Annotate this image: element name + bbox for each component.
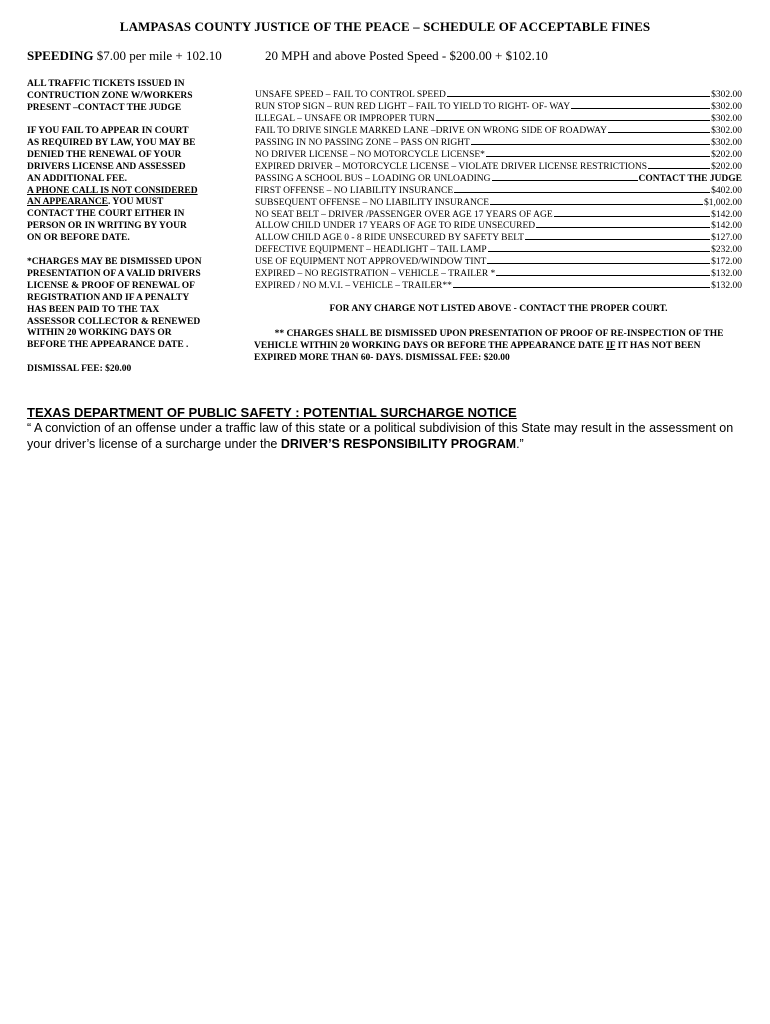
note-line: ** CHARGES SHALL BE DISMISSED UPON PRESENTATION OF PROOF OF RE-INSPECTION OF THE (274, 329, 724, 339)
dps-line (27, 437, 747, 453)
fine-amount: $402.00 (711, 185, 742, 196)
fine-row (255, 198, 742, 210)
fine-row (255, 150, 742, 162)
notice-line: CONTRUCTION ZONE W/WORKERS (27, 90, 193, 101)
notice-line: *CHARGES MAY BE DISMISSED UPON (27, 257, 202, 267)
fine-description: NO SEAT BELT – DRIVER /PASSENGER OVER AGE 17 YEARS OF AGE (255, 209, 553, 220)
notice-line: PERSON OR IN WRITING BY YOUR (27, 221, 187, 232)
fine-row (255, 221, 742, 233)
fine-row (255, 281, 742, 293)
fine-leader-line (492, 180, 638, 181)
notice-line: HAS BEEN PAID TO THE TAX (27, 304, 160, 315)
notice-line: PRESENT –CONTACT THE JUDGE (27, 102, 182, 113)
fine-amount: $302.00 (711, 113, 742, 124)
fine-leader-line (490, 204, 703, 205)
fine-row (255, 126, 742, 138)
dps-notice-body (27, 421, 747, 452)
dps-text: your driver’s license of a surcharge under the (27, 436, 281, 451)
fine-leader-line (536, 227, 710, 228)
fine-leader-line (554, 216, 711, 217)
fine-amount: $142.00 (711, 209, 742, 220)
reinspection-dismissal-note (254, 328, 744, 364)
notice-line: CONTACT THE COURT EITHER IN (27, 209, 185, 220)
fine-description: PASSING A SCHOOL BUS – LOADING OR UNLOADING (255, 173, 491, 184)
notice-line: LICENSE & PROOF OF RENEWAL OF (27, 280, 195, 291)
dps-notice-title: TEXAS DEPARTMENT OF PUBLIC SAFETY : POTENTIAL SURCHARGE NOTICE (27, 405, 517, 420)
fine-description: EXPIRED / NO M.V.I. – VEHICLE – TRAILER** (255, 281, 452, 292)
fine-row (255, 102, 742, 114)
fine-row (255, 90, 742, 102)
fine-leader-line (525, 239, 710, 240)
fine-amount: $127.00 (711, 233, 742, 244)
notice-line: AN ADDITIONAL FEE. (27, 173, 128, 184)
dismissal-conditions-notice (27, 257, 227, 352)
note-underlined-if: IF (606, 341, 616, 351)
fine-amount: $202.00 (711, 149, 742, 160)
notice-underlined-text: AN APPEARANCE (27, 197, 109, 208)
notice-line: ALL TRAFFIC TICKETS ISSUED IN (27, 79, 185, 89)
fine-leader-line (454, 192, 710, 193)
dps-text: .” (516, 436, 524, 451)
fine-amount: CONTACT THE JUDGE (638, 173, 742, 184)
fine-amount: $302.00 (711, 101, 742, 112)
fine-amount: $1,002.00 (704, 197, 742, 208)
speeding-rate (27, 48, 222, 64)
fine-amount: $302.00 (711, 90, 742, 100)
fine-description: UNSAFE SPEED – FAIL TO CONTROL SPEED (255, 90, 446, 100)
speeding-label: SPEEDING (27, 48, 94, 63)
fine-amount: $202.00 (711, 161, 742, 172)
fine-amount: $302.00 (711, 137, 742, 148)
notice-line-underlined: A PHONE CALL IS NOT CONSIDERED (27, 185, 198, 196)
notice-line: DRIVERS LICENSE AND ASSESSED (27, 161, 186, 172)
speeding-high-rate: 20 MPH and above Posted Speed - $200.00 + $102.10 (265, 48, 548, 63)
notice-line: ASSESSOR COLLECTOR & RENEWED (27, 316, 201, 327)
fine-description: EXPIRED – NO REGISTRATION – VEHICLE – TRAILER * (255, 269, 496, 280)
fine-leader-line (471, 144, 710, 145)
fine-row (255, 245, 742, 257)
fine-amount: $132.00 (711, 281, 742, 292)
fine-row (255, 233, 742, 245)
notice-line: PRESENTATION OF A VALID DRIVERS (27, 268, 201, 279)
speeding-rate-text: $7.00 per mile + 102.10 (96, 48, 222, 63)
fine-amount: $302.00 (711, 125, 742, 136)
fine-leader-line (487, 263, 710, 264)
notice-line: DENIED THE RENEWAL OF YOUR (27, 149, 182, 160)
fine-leader-line (486, 156, 710, 157)
fine-row (255, 162, 742, 174)
fine-description: PASSING IN NO PASSING ZONE – PASS ON RIGHT (255, 137, 470, 148)
failure-to-appear-notice (27, 126, 227, 245)
note-text: VEHICLE WITHIN 20 WORKING DAYS OR BEFORE THE APPEARANCE DATE (254, 341, 607, 351)
notice-line: REGISTRATION AND IF A PENALTY (27, 292, 190, 303)
fine-row (255, 114, 742, 126)
fine-description: FAIL TO DRIVE SINGLE MARKED LANE –DRIVE ON WRONG SIDE OF ROADWAY (255, 125, 607, 136)
dps-line: “ A conviction of an offense under a traffic law of this state or a political subdivision of this State may result in the assessment on (27, 421, 734, 435)
fine-leader-line (488, 251, 711, 252)
dismissal-fee: DISMISSAL FEE: $20.00 (27, 364, 132, 374)
fine-description: RUN STOP SIGN – RUN RED LIGHT – FAIL TO YIELD TO RIGHT- OF- WAY (255, 101, 571, 112)
notice-line: BEFORE THE APPEARANCE DATE . (27, 340, 189, 351)
fine-leader-line (496, 275, 710, 276)
fine-row (255, 269, 742, 281)
fine-amount: $172.00 (711, 257, 742, 268)
fine-description: ILLEGAL – UNSAFE OR IMPROPER TURN (255, 113, 435, 124)
fine-row (255, 138, 742, 150)
notice-line: ON OR BEFORE DATE. (27, 233, 130, 244)
fine-description: SUBSEQUENT OFFENSE – NO LIABILITY INSURANCE (255, 197, 490, 208)
fine-row (255, 186, 742, 198)
any-charge-note: FOR ANY CHARGE NOT LISTED ABOVE - CONTACT THE PROPER COURT. (329, 304, 668, 314)
fine-leader-line (608, 132, 710, 133)
fine-description: USE OF EQUIPMENT NOT APPROVED/WINDOW TINT (255, 257, 487, 268)
fine-description: ALLOW CHILD AGE 0 - 8 RIDE UNSECURED BY SAFETY BELT (255, 233, 524, 244)
fine-leader-line (648, 168, 710, 169)
fine-amount: $232.00 (711, 245, 742, 256)
fine-description: DEFECTIVE EQUIPMENT – HEADLIGHT – TAIL LAMP (255, 245, 487, 256)
fine-leader-line (571, 108, 710, 109)
dps-program-name: DRIVER’S RESPONSIBILITY PROGRAM (280, 436, 517, 451)
note-line: EXPIRED MORE THAN 60- DAYS. DISMISSAL FEE: $20.00 (254, 353, 510, 363)
fine-amount: $142.00 (711, 221, 742, 232)
construction-zone-notice (27, 79, 227, 115)
notice-text: . YOU MUST (108, 197, 164, 208)
note-text: IT HAS NOT BEEN (615, 341, 701, 351)
fine-row (255, 210, 742, 222)
notice-line: AS REQUIRED BY LAW, YOU MAY BE (27, 137, 196, 148)
fines-list (255, 90, 742, 293)
document-title: LAMPASAS COUNTY JUSTICE OF THE PEACE – SCHEDULE OF ACCEPTABLE FINES (119, 19, 651, 34)
fine-description: FIRST OFFENSE – NO LIABILITY INSURANCE (255, 185, 454, 196)
fine-leader-line (447, 96, 710, 97)
notice-line: IF YOU FAIL TO APPEAR IN COURT (27, 126, 189, 136)
fine-description: NO DRIVER LICENSE – NO MOTORCYCLE LICENSE* (255, 149, 485, 160)
fine-row (255, 174, 742, 186)
fine-leader-line (453, 287, 710, 288)
notice-line (27, 197, 227, 209)
fine-row (255, 257, 742, 269)
fine-description: EXPIRED DRIVER – MOTORCYCLE LICENSE – VIOLATE DRIVER LICENSE RESTRICTIONS (255, 161, 648, 172)
notice-line: WITHIN 20 WORKING DAYS OR (27, 328, 172, 339)
note-line (254, 340, 744, 352)
fine-leader-line (436, 120, 710, 121)
fine-description: ALLOW CHILD UNDER 17 YEARS OF AGE TO RIDE UNSECURED (255, 221, 536, 232)
fine-amount: $132.00 (711, 269, 742, 280)
